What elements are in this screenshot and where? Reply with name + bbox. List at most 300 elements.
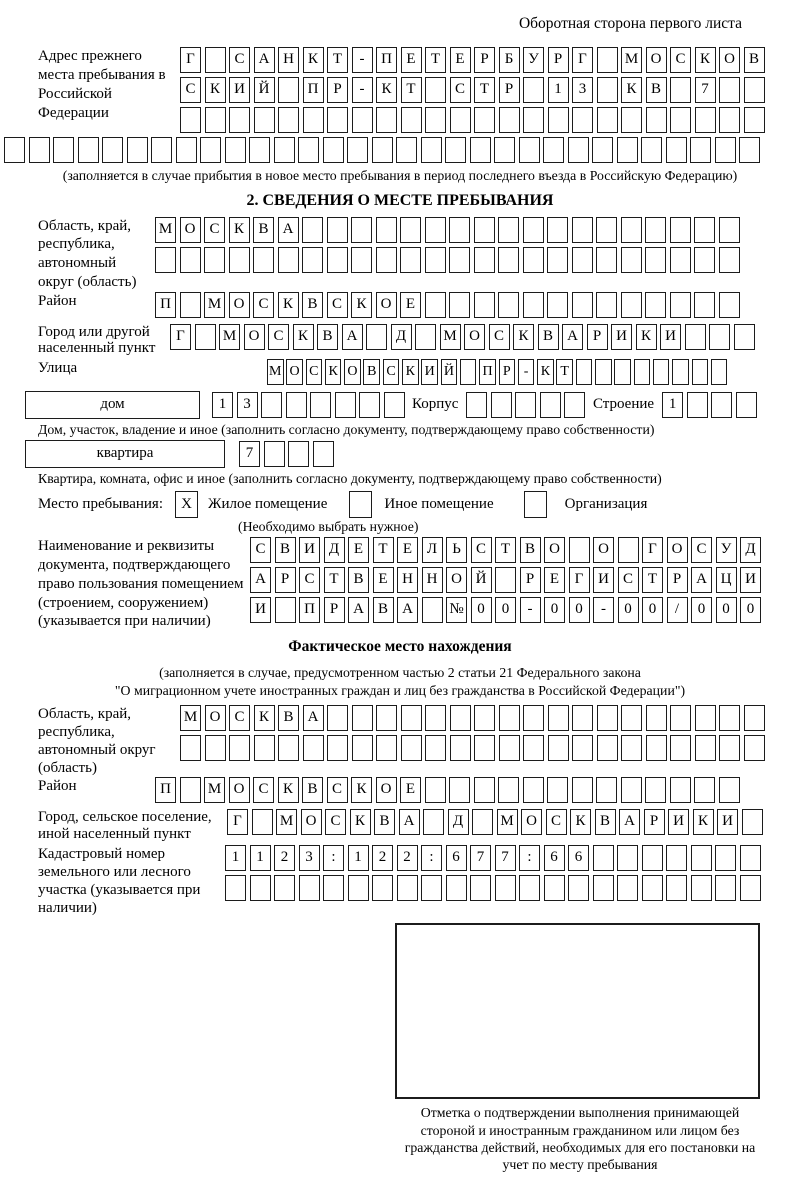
- char-cell: [621, 705, 642, 731]
- fact-district-row: [155, 777, 743, 803]
- char-cell: [739, 137, 760, 163]
- char-cell: :: [519, 845, 540, 871]
- char-cell: В: [302, 777, 323, 803]
- char-cell: 0: [691, 597, 712, 623]
- char-cell: Р: [644, 809, 665, 835]
- char-cell: [642, 875, 663, 901]
- char-cell: [694, 292, 715, 318]
- char-cell: [709, 324, 730, 350]
- char-cell: [670, 217, 691, 243]
- char-cell: Д: [740, 537, 761, 563]
- char-cell: 6: [544, 845, 565, 871]
- char-cell: Т: [425, 47, 446, 73]
- char-cell: [278, 735, 299, 761]
- char-cell: [327, 247, 348, 273]
- char-cell: Р: [474, 47, 495, 73]
- char-cell: О: [244, 324, 265, 350]
- char-cell: [715, 137, 736, 163]
- char-cell: [523, 292, 544, 318]
- char-cell: Ь: [446, 537, 467, 563]
- char-cell: [450, 735, 471, 761]
- house-box-label: дом: [25, 391, 200, 419]
- char-cell: [670, 247, 691, 273]
- char-cell: 2: [274, 845, 295, 871]
- char-cell: [229, 107, 250, 133]
- char-cell: [351, 247, 372, 273]
- char-cell: К: [278, 292, 299, 318]
- char-cell: [205, 47, 226, 73]
- char-cell: [449, 247, 470, 273]
- char-cell: [474, 107, 495, 133]
- char-cell: [335, 392, 356, 418]
- char-cell: 3: [299, 845, 320, 871]
- district-label: Район: [38, 292, 77, 309]
- char-cell: [736, 392, 757, 418]
- char-cell: [323, 137, 344, 163]
- char-cell: [672, 359, 689, 385]
- document-label: Наименование и реквизиты документа, подтверждающего право пользования помещением (строением, сооружением) (указывается при наличии): [38, 538, 244, 630]
- char-cell: В: [363, 359, 380, 385]
- char-cell: [102, 137, 123, 163]
- char-cell: А: [278, 217, 299, 243]
- char-cell: [618, 537, 639, 563]
- char-cell: [376, 247, 397, 273]
- char-cell: Е: [373, 567, 394, 593]
- char-cell: [225, 137, 246, 163]
- char-cell: [78, 137, 99, 163]
- char-cell: М: [219, 324, 240, 350]
- char-cell: Е: [348, 537, 369, 563]
- char-cell: [376, 735, 397, 761]
- char-cell: [372, 137, 393, 163]
- actual-location-note-2: "О миграционном учете иностранных граждан и лиц без гражданства в Российской Федерации"): [114, 682, 686, 698]
- char-cell: К: [350, 809, 371, 835]
- char-cell: [474, 247, 495, 273]
- char-cell: [274, 137, 295, 163]
- city-block: [0, 324, 800, 357]
- char-cell: -: [518, 359, 535, 385]
- apartment-block: [0, 440, 800, 468]
- cadastral-row-2: [225, 875, 764, 901]
- confirmation-stamp-box: [395, 923, 760, 1099]
- char-cell: В: [595, 809, 616, 835]
- char-cell: [400, 247, 421, 273]
- char-cell: П: [376, 47, 397, 73]
- char-cell: А: [348, 597, 369, 623]
- char-cell: [53, 137, 74, 163]
- char-cell: [597, 735, 618, 761]
- char-cell: [621, 292, 642, 318]
- char-cell: О: [544, 537, 565, 563]
- char-cell: 7: [695, 77, 716, 103]
- char-cell: [694, 217, 715, 243]
- char-cell: И: [593, 567, 614, 593]
- char-cell: Р: [667, 567, 688, 593]
- char-cell: [576, 359, 593, 385]
- char-cell: [617, 845, 638, 871]
- char-cell: [275, 597, 296, 623]
- region-block: [0, 217, 800, 292]
- char-cell: М: [497, 809, 518, 835]
- region-row-1: [155, 217, 743, 243]
- char-cell: [327, 705, 348, 731]
- char-cell: К: [293, 324, 314, 350]
- char-cell: [597, 77, 618, 103]
- char-cell: [596, 777, 617, 803]
- district-row: [155, 292, 743, 318]
- char-cell: А: [691, 567, 712, 593]
- char-cell: [694, 247, 715, 273]
- city-row: [170, 324, 758, 350]
- char-cell: 3: [237, 392, 258, 418]
- char-cell: К: [351, 777, 372, 803]
- char-cell: П: [479, 359, 496, 385]
- fact-region-block: [0, 705, 800, 777]
- char-cell: [254, 107, 275, 133]
- char-cell: /: [667, 597, 688, 623]
- char-cell: Р: [499, 77, 520, 103]
- char-cell: О: [464, 324, 485, 350]
- char-cell: [425, 77, 446, 103]
- cadastral-block: [0, 845, 800, 917]
- char-cell: [592, 137, 613, 163]
- char-cell: О: [229, 292, 250, 318]
- char-cell: И: [421, 359, 438, 385]
- char-cell: №: [446, 597, 467, 623]
- char-cell: [474, 735, 495, 761]
- char-cell: [302, 247, 323, 273]
- char-cell: 1: [225, 845, 246, 871]
- char-cell: С: [229, 705, 250, 731]
- char-cell: И: [229, 77, 250, 103]
- stay-type-label: Место пребывания:: [38, 496, 163, 513]
- char-cell: О: [719, 47, 740, 73]
- char-cell: Г: [180, 47, 201, 73]
- document-row-1: [250, 537, 765, 563]
- char-cell: К: [402, 359, 419, 385]
- char-cell: [646, 107, 667, 133]
- char-cell: [685, 324, 706, 350]
- char-cell: [740, 875, 761, 901]
- prev-address-label: Адрес прежнего места пребывания в Российской Федерации: [38, 48, 166, 121]
- char-cell: 6: [568, 845, 589, 871]
- char-cell: У: [716, 537, 737, 563]
- char-cell: [450, 107, 471, 133]
- char-cell: Л: [422, 537, 443, 563]
- char-cell: [264, 441, 285, 467]
- char-cell: [641, 137, 662, 163]
- char-cell: [327, 735, 348, 761]
- char-cell: В: [520, 537, 541, 563]
- char-cell: [347, 137, 368, 163]
- char-cell: О: [205, 705, 226, 731]
- char-cell: [719, 705, 740, 731]
- char-cell: [498, 217, 519, 243]
- fact-district-block: [0, 777, 800, 807]
- char-cell: [543, 137, 564, 163]
- char-cell: К: [254, 705, 275, 731]
- fact-district-label: Район: [38, 777, 77, 794]
- char-cell: [498, 292, 519, 318]
- prev-address-row-2: [180, 77, 768, 103]
- char-cell: [474, 777, 495, 803]
- char-cell: [372, 875, 393, 901]
- char-cell: [645, 217, 666, 243]
- char-cell: [719, 107, 740, 133]
- char-cell: [494, 137, 515, 163]
- char-cell: [691, 875, 712, 901]
- char-cell: [423, 809, 444, 835]
- char-cell: [646, 735, 667, 761]
- char-cell: К: [351, 292, 372, 318]
- char-cell: [499, 705, 520, 731]
- char-cell: [666, 845, 687, 871]
- char-cell: [572, 292, 593, 318]
- char-cell: 0: [740, 597, 761, 623]
- char-cell: [596, 217, 617, 243]
- char-cell: [474, 705, 495, 731]
- char-cell: [466, 392, 487, 418]
- prev-address-grid: [180, 47, 768, 137]
- char-cell: [470, 137, 491, 163]
- char-cell: [523, 705, 544, 731]
- char-cell: Г: [227, 809, 248, 835]
- char-cell: [425, 705, 446, 731]
- char-cell: А: [303, 705, 324, 731]
- char-cell: [401, 705, 422, 731]
- char-cell: [645, 777, 666, 803]
- street-row: [267, 359, 730, 385]
- char-cell: [572, 705, 593, 731]
- char-cell: М: [204, 292, 225, 318]
- char-cell: [253, 247, 274, 273]
- char-cell: И: [250, 597, 271, 623]
- char-cell: И: [611, 324, 632, 350]
- char-cell: О: [646, 47, 667, 73]
- char-cell: О: [286, 359, 303, 385]
- char-cell: К: [513, 324, 534, 350]
- char-cell: П: [155, 777, 176, 803]
- char-cell: И: [740, 567, 761, 593]
- char-cell: Е: [544, 567, 565, 593]
- char-cell: [376, 107, 397, 133]
- stamp-note: Отметка о подтверждении выполнения принимающей стороной и иностранным гражданином или лицом без гражданства действий, необходимых для его постановки на учет по месту пребывания: [404, 1105, 756, 1173]
- cadastral-row-1: [225, 845, 764, 871]
- char-cell: В: [646, 77, 667, 103]
- region-label: Область, край, республика, автономный округ (область): [38, 217, 137, 290]
- char-cell: И: [660, 324, 681, 350]
- char-cell: 1: [348, 845, 369, 871]
- char-cell: [151, 137, 172, 163]
- char-cell: С: [691, 537, 712, 563]
- char-cell: [515, 392, 536, 418]
- char-cell: [422, 597, 443, 623]
- stay-type-note: (Необходимо выбрать нужное): [238, 519, 419, 535]
- char-cell: Р: [520, 567, 541, 593]
- char-cell: [449, 217, 470, 243]
- char-cell: К: [695, 47, 716, 73]
- char-cell: [572, 247, 593, 273]
- char-cell: Т: [324, 567, 345, 593]
- char-cell: А: [397, 597, 418, 623]
- char-cell: А: [399, 809, 420, 835]
- char-cell: 7: [239, 441, 260, 467]
- char-cell: П: [155, 292, 176, 318]
- korpus-label: Корпус: [412, 396, 459, 413]
- char-cell: Р: [327, 77, 348, 103]
- char-cell: К: [229, 217, 250, 243]
- region-grid: [155, 217, 743, 277]
- char-cell: [547, 292, 568, 318]
- char-cell: [695, 735, 716, 761]
- char-cell: [460, 359, 477, 385]
- char-cell: [327, 107, 348, 133]
- char-cell: [449, 777, 470, 803]
- document-row-2: [250, 567, 765, 593]
- char-cell: [495, 875, 516, 901]
- char-cell: [352, 705, 373, 731]
- char-cell: [519, 875, 540, 901]
- char-cell: Р: [548, 47, 569, 73]
- char-cell: [597, 705, 618, 731]
- char-cell: [715, 845, 736, 871]
- char-cell: -: [520, 597, 541, 623]
- char-cell: [470, 875, 491, 901]
- char-cell: 1: [662, 392, 683, 418]
- char-cell: 1: [548, 77, 569, 103]
- char-cell: [205, 735, 226, 761]
- char-cell: Б: [499, 47, 520, 73]
- char-cell: Г: [170, 324, 191, 350]
- char-cell: :: [421, 845, 442, 871]
- char-cell: С: [180, 77, 201, 103]
- char-cell: 2: [372, 845, 393, 871]
- char-cell: С: [306, 359, 323, 385]
- checkbox-other-premises: [349, 491, 372, 518]
- char-cell: Р: [275, 567, 296, 593]
- char-cell: [670, 107, 691, 133]
- char-cell: [499, 735, 520, 761]
- char-cell: [176, 137, 197, 163]
- char-cell: [425, 217, 446, 243]
- char-cell: [547, 217, 568, 243]
- char-cell: [744, 77, 765, 103]
- char-cell: 3: [572, 77, 593, 103]
- char-cell: [180, 107, 201, 133]
- char-cell: [229, 247, 250, 273]
- char-cell: Т: [401, 77, 422, 103]
- fact-region-grid: [180, 705, 768, 765]
- char-cell: [445, 137, 466, 163]
- char-cell: [498, 777, 519, 803]
- char-cell: :: [323, 845, 344, 871]
- char-cell: -: [593, 597, 614, 623]
- char-cell: Т: [474, 77, 495, 103]
- char-cell: [523, 107, 544, 133]
- char-cell: Н: [397, 567, 418, 593]
- char-cell: [449, 292, 470, 318]
- char-cell: В: [317, 324, 338, 350]
- char-cell: [621, 107, 642, 133]
- apartment-box-label: квартира: [25, 440, 225, 468]
- char-cell: А: [342, 324, 363, 350]
- stroenie-label: Строение: [592, 396, 655, 413]
- char-cell: С: [327, 292, 348, 318]
- char-cell: [415, 324, 436, 350]
- char-cell: [29, 137, 50, 163]
- region-row-2: [155, 247, 743, 273]
- char-cell: [621, 735, 642, 761]
- char-cell: [744, 735, 765, 761]
- char-cell: К: [693, 809, 714, 835]
- char-cell: 7: [470, 845, 491, 871]
- char-cell: [384, 392, 405, 418]
- char-cell: [303, 107, 324, 133]
- street-label: Улица: [38, 359, 78, 376]
- char-cell: [687, 392, 708, 418]
- char-cell: [692, 359, 709, 385]
- char-cell: С: [450, 77, 471, 103]
- char-cell: [205, 107, 226, 133]
- char-cell: [694, 777, 715, 803]
- char-cell: [744, 107, 765, 133]
- char-cell: С: [268, 324, 289, 350]
- char-cell: [646, 705, 667, 731]
- char-cell: Р: [499, 359, 516, 385]
- char-cell: [744, 705, 765, 731]
- house-number-row: [212, 392, 408, 418]
- char-cell: [495, 567, 516, 593]
- char-cell: [180, 292, 201, 318]
- char-cell: [180, 735, 201, 761]
- stay-type-block: [0, 491, 800, 518]
- char-cell: Е: [400, 292, 421, 318]
- document-grid: [250, 537, 765, 627]
- char-cell: [474, 217, 495, 243]
- char-cell: [645, 247, 666, 273]
- char-cell: [446, 875, 467, 901]
- cadastral-label: Кадастровый номер земельного или лесного участка (указывается при наличии): [38, 846, 201, 917]
- char-cell: [670, 292, 691, 318]
- char-cell: [670, 735, 691, 761]
- char-cell: Д: [391, 324, 412, 350]
- char-cell: В: [275, 537, 296, 563]
- fact-region-row-1: [180, 705, 768, 731]
- char-cell: О: [344, 359, 361, 385]
- char-cell: 2: [397, 845, 418, 871]
- actual-location-title: Фактическое место нахождения: [288, 638, 512, 656]
- char-cell: 0: [495, 597, 516, 623]
- char-cell: [299, 875, 320, 901]
- char-cell: Г: [569, 567, 590, 593]
- char-cell: [568, 875, 589, 901]
- char-cell: Т: [373, 537, 394, 563]
- char-cell: [711, 392, 732, 418]
- char-cell: [288, 441, 309, 467]
- char-cell: Т: [556, 359, 573, 385]
- char-cell: [742, 809, 763, 835]
- char-cell: [180, 777, 201, 803]
- char-cell: С: [229, 47, 250, 73]
- char-cell: [621, 247, 642, 273]
- char-cell: С: [250, 537, 271, 563]
- cadastral-grid: [225, 845, 764, 905]
- char-cell: [278, 107, 299, 133]
- char-cell: [617, 875, 638, 901]
- char-cell: 0: [642, 597, 663, 623]
- char-cell: [127, 137, 148, 163]
- char-cell: И: [668, 809, 689, 835]
